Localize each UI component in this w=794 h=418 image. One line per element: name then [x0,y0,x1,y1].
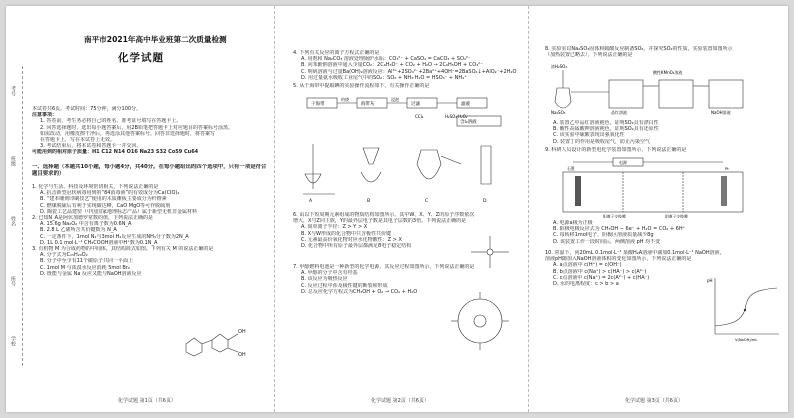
atom-center [487,249,493,255]
titration-curve [715,288,777,326]
option: D. 用过量氨水吸收工业尾气中的SO₂：SO₂ + NH₃·H₂O = HSO₃⁻ + NH₄⁺ [301,74,467,81]
exam-sheet [6,6,788,412]
binding-label-xingming: 姓名 [10,216,16,226]
flow-text: 浸泡 [391,97,399,102]
section-one [32,164,268,178]
option: C. 燃煤脱硫后有利于实现碳达峰，CaO MgO等可作脱硫剂 [40,202,171,209]
page-1 [6,6,274,412]
catalyst-center [474,315,486,327]
flow-text: 过滤 [411,102,420,107]
option: D. 既能与金属 Na 反应又能与NaOH溶液反应 [40,270,142,277]
option-label: D [483,199,487,204]
q8-block [545,46,785,58]
intro-line: 1. 答卷前，考生务必将自己的姓名、准考证号填写在答题卡上。 [40,118,182,125]
titration-graph [705,274,783,344]
label: 阳离子交换膜 [603,214,626,218]
point [744,309,746,311]
option: B. 酸性高锰酸钾溶液褪色，证明SO₂具有还原性 [553,126,659,133]
option: B. 阳极电极反应式为 CH₃OH − 6e⁻ + H₂O = CO₂ + 6H⁺ [553,226,686,233]
option: D. 陶瓷工艺品建窑（中国国家地理标志产品）属于新型无机非金属材料 [40,208,198,215]
option: B. 分子中至少有11个碳原子共同一平面上 [40,258,133,265]
q7-block [293,264,475,295]
cycle-circle [458,299,502,343]
label: 阴离子交换膜 [665,214,688,218]
label: 酸性KMnO₄溶液 [653,70,683,75]
condenser [441,156,461,164]
label: Na₂SO₃ [551,110,566,115]
power-source [613,158,643,166]
oh-group: OH [238,352,246,358]
question-stem: 1. 化学与生活、科技及环境密切相关，下列说法正确的是 [32,184,159,190]
label: Pt [725,166,729,171]
apparatus-figures [301,134,521,204]
page-footer: 化学试题 第1页（共6页） [118,398,176,404]
option: A. 抗击新型冠状病毒用到的“84消毒液”的有效成分为Ca(ClO)₂ [40,190,180,197]
option: A. 用饱和 Na₂CO₃ 溶液处理锅炉水垢：CO₃²⁻ + CaSO₄ = CaCO₃ + SO₄²⁻ [301,56,471,63]
label: NaOH溶液 [711,110,731,115]
intro-line: 在答题卡上，写在本试卷上无效。 [40,137,116,144]
bond [228,348,238,352]
flow-text: 含I₂溶液 [460,120,477,125]
option: C. 元素最高价氧化物对应水化物酸性：Z > X [301,236,402,243]
question-stem: 增大，X与Z同主族，Y的最外层电子数是其电子层数的3倍。下列说法正确的是 [293,218,467,225]
label: 石墨 [567,166,575,171]
y-axis-label: pH [707,278,713,283]
binding-label-banji: 班级 [10,156,16,166]
option: C. 每转移1mol电子，阴极区溶液质量减少8g [553,232,654,239]
intro-line: 如需改动，用橡皮擦干净后，再选涂其他答案标号。回答非选择题时，将答案写 [40,130,216,137]
question-stem: （加热装置已略去），下列说法正确的是 [545,52,633,59]
beaker [361,172,381,182]
reaction-flask [555,88,571,108]
bond [228,334,238,340]
x-axis-label: V(NaOH)/mL [735,338,758,342]
option: D. 水的电离程度：c > b > a [553,281,619,288]
label: 浓H₂SO₄ [551,64,567,69]
flow-text: 海带灰 [361,102,375,107]
intro-block [32,106,268,156]
option: A. 电源a极为正极 [553,220,593,226]
binding-label-zuohao: 座号 [10,276,16,286]
binding-label-xuexiao: 学校 [10,336,16,346]
page-2 [274,6,528,412]
flow-text: 干海带 [311,102,325,107]
option: A. 分子式为C₁₅H₂₀O₂ [40,252,88,259]
option: B. “建本雕刻印刷技艺”使用的木质雕板主要成分为纤维素 [40,196,167,203]
question-stem: 6. 由以下短周期元素组成的物质结构如图所示。其中W、X、Y、Z的原子序数依次 [293,212,475,218]
option: D. 化合物中所有原子最外层都满足8电子稳定结构 [301,243,412,250]
option: A. 15.6g Na₂O₂ 中含有离子数为0.6N_A [40,221,132,228]
benzene-ring-left [186,338,202,356]
bottle-1 [609,80,643,108]
option: B. 向苯酚钠溶液中通入少量CO₂：2C₆H₅O⁻ + CO₂ + H₂O → 2C₆H₅OH + CO₃²⁻ [301,62,483,69]
bottle-3 [709,80,743,108]
question-stem: 8. 实验室以Na₂SO₃固体和硫酸反应制备SO₂，并探究SO₂的性质，实验装置如图所示 [545,46,733,52]
question-stem: 10. 常温下，向20mL 0.1mol·L⁻¹ 某酸H₂A溶液中滴加0.1mol·L⁻¹ NaOH溶液， [545,250,725,256]
intro-line: 3. 考试结束后，将本试卷和答题卡一并交回。 [40,143,142,150]
binding-line [22,66,23,366]
pt-electrode [721,176,727,206]
so2-apparatus [549,62,779,116]
reaction-cycle-figure [445,286,515,356]
question-stem: 7. 甲醇燃料电池是一种新型的化学电源，其反应过程如图所示，下列说法正确的是 [293,264,475,270]
intro-line: 2. 回答选择题时，选出每小题答案后，用2B铅笔把答题卡上对应题目的答案标号涂黑。 [40,124,233,131]
electrochem-apparatus [553,156,763,218]
q4-block [293,50,525,89]
option: A. 甲醇的分子中含有羟基 [301,270,358,277]
page-footer: 化学试题 第2页（共6页） [371,398,429,404]
flask [417,150,441,179]
structure-figure-m [176,324,256,358]
flow-text: H₂SO₄ H₂O₂ [445,114,468,119]
option: C. 一定条件下，1mol N₂与3mol H₂反应生成的NH₃分子数为2N_A [40,233,189,240]
oh-group: OH [238,329,246,335]
option: B. 2.8 L 乙烯所含共价键数为 N_A [40,227,117,234]
exam-title: 南平市2021年高中毕业班第二次质量检测 [84,35,227,44]
page-3 [528,6,788,412]
atomic-mass-line: 可能用到的相对原子质量：H1 C12 N14 O16 Na23 S32 Co59 Cu64 [32,149,199,156]
question-stem: 5. 从干海带中提取碘的实验操作流程如下，有关操作正确的是 [293,83,430,90]
option: D. 该装置工作一段时间后，两侧溶液 pH 均不变 [553,238,661,245]
benzene-ring-right [212,334,228,352]
question-stem: 9. 科研人员设计的新型电化学装置如图所示，下列说法正确的是 [545,146,687,153]
option: B. b点溶液中 c(Na⁺) > c(HA⁻) > c(A²⁻) [553,268,647,275]
iodine-flowchart [305,94,515,130]
option-label: A [309,199,313,204]
option-label: B [367,199,371,204]
q9-options [545,220,785,245]
electrolytic-cell [563,172,743,212]
option: C. 反应过程中涉及极性键的断裂和形成 [301,282,388,289]
label: 品红溶液 [611,110,627,115]
option: C. 1mol M 与浓溴水反应消耗 5mol Br₂ [40,264,130,271]
binding-label-kaohao: 考号 [10,86,16,96]
question-stem: 4. 下列有关反应的离子方程式正确的是 [293,50,380,56]
subject-title: 化学试题 [118,52,164,64]
questions-p1 [32,184,268,277]
flow-text: 灼烧 [341,97,349,102]
option: A. 简单离子半径：Z > Y > X [301,224,368,231]
question-stem: 2. 已知N_A是阿伏加德罗常数的值，下列说法正确的是 [32,215,154,222]
option: D. 装置丁的作用是吸收尾气，防止污染空气 [553,138,651,145]
option: C. 该实验中硫酸表现出强氧化性 [553,132,625,139]
section-title: 一、选择题（本题共10小题，每小题4分，共40分。在每小题给出的四个选项中，只有一项是符合题目要求的） [32,164,267,177]
option: D. 1L 0.1 mol·L⁻¹ CH₃COOH溶液中H⁺数为0.1N_A [40,239,158,246]
separatory-funnel [481,146,491,184]
label: 电源 [619,160,627,165]
graphite-electrode [575,176,581,206]
option: A. a点溶液中 c(H⁺) = c(OH⁻) [553,262,622,269]
option: D. 总反应化学方程式为CH₃OH + O₂ → CO₂ + H₂O [301,288,418,295]
question-stem: 3. 有机物 M 为合成药物的中间体，其结构简式如图。下列有关 M 的说法正确的是 [32,246,214,253]
funnel [363,148,379,164]
bond [202,340,212,344]
option-label: C [425,199,429,204]
page-footer: 化学试题 第3页（共6页） [625,398,683,404]
flow-text: CCl₄ [415,114,424,119]
flow-text: 滤液 [461,102,470,107]
option: B. X与W形成的化合物中只含极性共价键 [301,230,391,237]
option: A. 装置乙中品红溶液褪色，证明SO₂具有漂白性 [553,120,659,126]
intro-line: 注意事项： [32,112,58,119]
bottle-2 [659,80,693,108]
option: B. 该反应为吸热反应 [301,276,348,283]
option: C. 明矾溶液与过量Ba(OH)₂溶液反应：Al³⁺+2SO₄²⁻+2Ba²⁺+4OH⁻=2BaSO₄↓+AlO₂⁻+2H₂O [301,68,517,75]
question-stem: 溶液pH随加入NaOH溶液体积的变化如图所示，下列说法正确的是 [545,256,692,263]
intro-line: 本试卷共6页。考试时间：75分钟，满分100分。 [32,106,142,112]
option: C. c点溶液中 c(Na⁺) = 2c(A²⁻) + c(HA⁻) [553,274,650,281]
q8-options [545,120,785,153]
